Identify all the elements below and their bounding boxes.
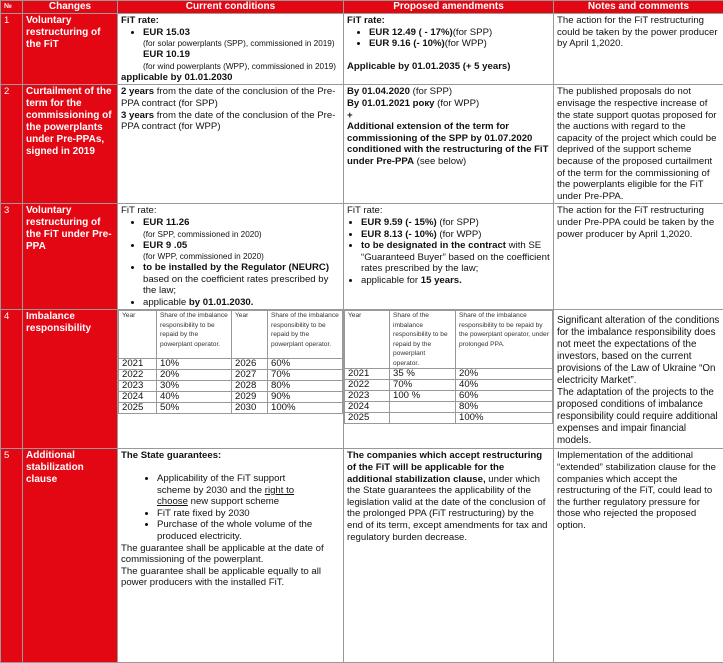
term-text: (for SPP) bbox=[410, 86, 452, 97]
row-number: 4 bbox=[1, 310, 23, 449]
applicable-date: applicable by 01.01.2030 bbox=[121, 72, 232, 83]
rate-note: (for WPP) bbox=[445, 38, 487, 49]
rate-note: (for solar powerplants (SPP), commissioned in 2019) bbox=[121, 38, 340, 49]
rate-value: EUR 11.26 bbox=[143, 217, 189, 228]
row-change: Imbalance responsibility bbox=[23, 310, 118, 449]
year-cell: 2025 bbox=[345, 413, 390, 424]
rate-value: EUR 12.49 ( - 17%) bbox=[369, 27, 453, 38]
imbalance-row bbox=[119, 403, 343, 414]
bullet-bold: to be designated in the contract bbox=[361, 240, 506, 251]
notes-cell bbox=[554, 310, 723, 449]
rate-value: EUR 15.03 bbox=[143, 27, 190, 38]
proposed-cell bbox=[344, 85, 554, 204]
year-cell: 2023 bbox=[119, 381, 157, 392]
imbalance-row bbox=[345, 380, 553, 391]
proposed-imbalance-table bbox=[344, 310, 553, 424]
col-share: Share of the imbalance responsibility to be repaid by the powerplant operator. bbox=[390, 311, 456, 369]
guarantees-title: The State guarantees: bbox=[121, 450, 221, 461]
current-cell bbox=[118, 449, 344, 663]
col-year: Year bbox=[232, 311, 268, 359]
table-row bbox=[1, 449, 723, 663]
term-bold: 3 years bbox=[121, 110, 154, 121]
bold-text: The companies which accept restructuring of the FiT will be applicable for the additional stabilization clause, bbox=[347, 450, 542, 484]
rate-note: (for WPP, commissioned in 2020) bbox=[143, 251, 340, 262]
rate-note: (for wind powerplants (WPP), commissioned in 2019) bbox=[121, 61, 340, 72]
term-bold: By 01.01.2021 року bbox=[347, 98, 434, 109]
col-year: Year bbox=[345, 311, 390, 369]
current-cell bbox=[118, 14, 344, 85]
year-cell: 2022 bbox=[345, 380, 390, 391]
term-bold: 2 years bbox=[121, 86, 154, 97]
term-text: from the date of the conclusion of the Pre-PPA contract (for WPP) bbox=[121, 110, 335, 133]
current-cell bbox=[118, 310, 344, 449]
year-cell: 2024 bbox=[119, 392, 157, 403]
term-bold: Additional extension of the term for commissioning of the SPP by 01.07.2020 conditioned with the restructuring of the FiT under Pre-PPA bbox=[347, 121, 548, 167]
col-share: Share of the imbalance responsibility to be repaid by the powerplant operator. bbox=[268, 311, 343, 359]
imbalance-row bbox=[119, 359, 343, 370]
note-paragraph: Significant alteration of the conditions for the imbalance responsibility does not meet the expectations of the investors, based on the current provisions of the Law of Ukraine “On electricity Market”. bbox=[557, 315, 720, 387]
row-change: Voluntary restructuring of the FiT under Pre-PPA bbox=[23, 204, 118, 310]
proposed-cell bbox=[344, 310, 554, 449]
year-cell: 2024 bbox=[345, 402, 390, 413]
table-row bbox=[1, 14, 723, 85]
share-cell: 60% bbox=[268, 359, 343, 370]
term-text: (for WPP) bbox=[434, 98, 479, 109]
col-share-prolonged: Share of the imbalance responsibility to be repaid by the powerplant operator, under prolonged PPA. bbox=[456, 311, 553, 369]
bullet-text: new support scheme bbox=[188, 496, 279, 507]
share-cell: 100% bbox=[268, 403, 343, 414]
year-cell: 2027 bbox=[232, 370, 268, 381]
share-cell: 70% bbox=[268, 370, 343, 381]
term-text: (see below) bbox=[414, 156, 466, 167]
bullet-bold: by 01.01.2030. bbox=[189, 297, 254, 308]
share-prolonged-cell: 40% bbox=[456, 380, 553, 391]
share-cell bbox=[390, 413, 456, 424]
header-current: Current conditions bbox=[118, 1, 344, 14]
table-row bbox=[1, 204, 723, 310]
year-cell: 2026 bbox=[232, 359, 268, 370]
rate-value: EUR 9.59 (- 15%) bbox=[361, 217, 437, 228]
proposed-cell bbox=[344, 204, 554, 310]
proposed-cell bbox=[344, 449, 554, 663]
share-cell: 90% bbox=[268, 392, 343, 403]
plus-sign: + bbox=[347, 110, 353, 121]
share-cell: 10% bbox=[157, 359, 232, 370]
current-cell bbox=[118, 85, 344, 204]
rate-note: (for SPP) bbox=[453, 27, 492, 38]
imbalance-row bbox=[345, 391, 553, 402]
rate-value: EUR 9.16 (- 10%) bbox=[369, 38, 445, 49]
year-cell: 2028 bbox=[232, 381, 268, 392]
imbalance-row bbox=[345, 402, 553, 413]
proposed-cell bbox=[344, 14, 554, 85]
imbalance-row bbox=[119, 370, 343, 381]
share-cell: 20% bbox=[157, 370, 232, 381]
term-bold: By 01.04.2020 bbox=[347, 86, 410, 97]
share-cell: 100 % bbox=[390, 391, 456, 402]
bullet-underlined: right to choose bbox=[157, 485, 294, 508]
bullet-text: with SE “Guaranteed Buyer” based on the coefficient rates prescribed by the law; bbox=[361, 240, 550, 274]
fit-rate-label: FiT rate: bbox=[121, 15, 159, 26]
rate-value: EUR 8.13 (- 10%) bbox=[361, 229, 437, 240]
current-cell bbox=[118, 204, 344, 310]
bullet-text: • Purchase of the whole volume of the produced electricity. bbox=[157, 519, 320, 542]
year-cell: 2022 bbox=[119, 370, 157, 381]
bullet-text: • FiT rate fixed by 2030 bbox=[157, 508, 320, 520]
share-prolonged-cell: 60% bbox=[456, 391, 553, 402]
year-cell: 2021 bbox=[345, 369, 390, 380]
rate-value: EUR 9 .05 bbox=[143, 240, 187, 251]
fit-rate-label: FiT rate: bbox=[347, 205, 383, 216]
row-number: 1 bbox=[1, 14, 23, 85]
share-cell: 70% bbox=[390, 380, 456, 391]
header-proposed: Proposed amendments bbox=[344, 1, 554, 14]
rate-value: EUR 10.19 bbox=[143, 49, 190, 60]
fit-rate-label: FiT rate: bbox=[121, 205, 157, 216]
imbalance-row bbox=[345, 369, 553, 380]
paragraph: The guarantee shall be applicable equally to all power producers with the installed FiT. bbox=[121, 566, 340, 589]
row-number: 5 bbox=[1, 449, 23, 663]
header-row bbox=[1, 1, 723, 14]
row-change: Voluntary restructuring of the FiT bbox=[23, 14, 118, 85]
col-year: Year bbox=[119, 311, 157, 359]
imbalance-row bbox=[345, 413, 553, 424]
rate-note: (for SPP, commissioned in 2020) bbox=[143, 229, 340, 240]
notes-cell: The published proposals do not envisage the respective increase of the state support quotas proposed for the auctions with regard to the capacity of the project which could be deprived of the support scheme because of the proposed curtailment of the term for the commissioning of the powerplants eligible for the FiT under Pre-PPA. bbox=[554, 85, 723, 204]
share-cell: 50% bbox=[157, 403, 232, 414]
notes-cell: The action for the FiT restructuring under Pre-PPA could be taken by the power producer by April 1,2020. bbox=[554, 204, 723, 310]
share-prolonged-cell: 20% bbox=[456, 369, 553, 380]
imbalance-row bbox=[119, 392, 343, 403]
table-row bbox=[1, 310, 723, 449]
header-changes: Changes bbox=[23, 1, 118, 14]
bullet-text: applicable for bbox=[361, 275, 421, 286]
body-text: under which the State guarantees the applicability of the legislation valid at the date of the conclusion of the prolonged PPA (FiT restructuring) by the end of its term, except amendments for tax and regulatory burden decrease. bbox=[347, 474, 548, 543]
notes-cell: Implementation of the additional “extended” stabilization clause for the companies which accept the restructuring of the FiT, could lead to the further regulatory pressure for those who rejected the proposed option. bbox=[554, 449, 723, 663]
year-cell: 2025 bbox=[119, 403, 157, 414]
row-number: 3 bbox=[1, 204, 23, 310]
applicable-date: Applicable by 01.01.2035 (+ 5 years) bbox=[347, 61, 510, 72]
term-text: from the date of the conclusion of the Pre-PPA contract (for SPP) bbox=[121, 86, 335, 109]
bullet-text: applicable bbox=[143, 297, 189, 308]
row-change: Additional stabilization clause bbox=[23, 449, 118, 663]
year-cell: 2023 bbox=[345, 391, 390, 402]
notes-cell: The action for the FiT restructuring could be taken by the power producer by April 1,2020. bbox=[554, 14, 723, 85]
year-cell: 2021 bbox=[119, 359, 157, 370]
col-share: Share of the imbalance responsibility to be repaid by the powerplant operator. bbox=[157, 311, 232, 359]
header-notes: Notes and comments bbox=[554, 1, 723, 14]
share-cell: 40% bbox=[157, 392, 232, 403]
share-cell: 30% bbox=[157, 381, 232, 392]
paragraph: The guarantee shall be applicable at the date of commissioning of the powerplant. bbox=[121, 543, 340, 566]
share-cell bbox=[390, 402, 456, 413]
header-num: № bbox=[1, 1, 23, 14]
row-number: 2 bbox=[1, 85, 23, 204]
bullet-bold: 15 years. bbox=[421, 275, 462, 286]
bullet-text: based on the coefficient rates prescribed by the law; bbox=[143, 274, 328, 297]
share-prolonged-cell: 80% bbox=[456, 402, 553, 413]
note-paragraph: The adaptation of the projects to the proposed conditions of imbalance responsibility could require additional expenses and impair financial models. bbox=[557, 387, 720, 447]
year-cell: 2029 bbox=[232, 392, 268, 403]
bullet-text: Applicability of the FiT support scheme by 2030 and the bbox=[157, 473, 285, 496]
table-row bbox=[1, 85, 723, 204]
rate-note: (for WPP) bbox=[437, 229, 482, 240]
year-cell: 2030 bbox=[232, 403, 268, 414]
share-prolonged-cell: 100% bbox=[456, 413, 553, 424]
fit-rate-label: FiT rate: bbox=[347, 15, 385, 26]
rate-note: (for SPP) bbox=[437, 217, 479, 228]
imbalance-row bbox=[119, 381, 343, 392]
share-cell: 80% bbox=[268, 381, 343, 392]
share-cell: 35 % bbox=[390, 369, 456, 380]
row-change: Curtailment of the term for the commissioning of the powerplants under Pre-PPAs, signed in 2019 bbox=[23, 85, 118, 204]
current-imbalance-table bbox=[118, 310, 343, 414]
bullet-bold: to be installed by the Regulator (NEURC) bbox=[143, 262, 329, 273]
